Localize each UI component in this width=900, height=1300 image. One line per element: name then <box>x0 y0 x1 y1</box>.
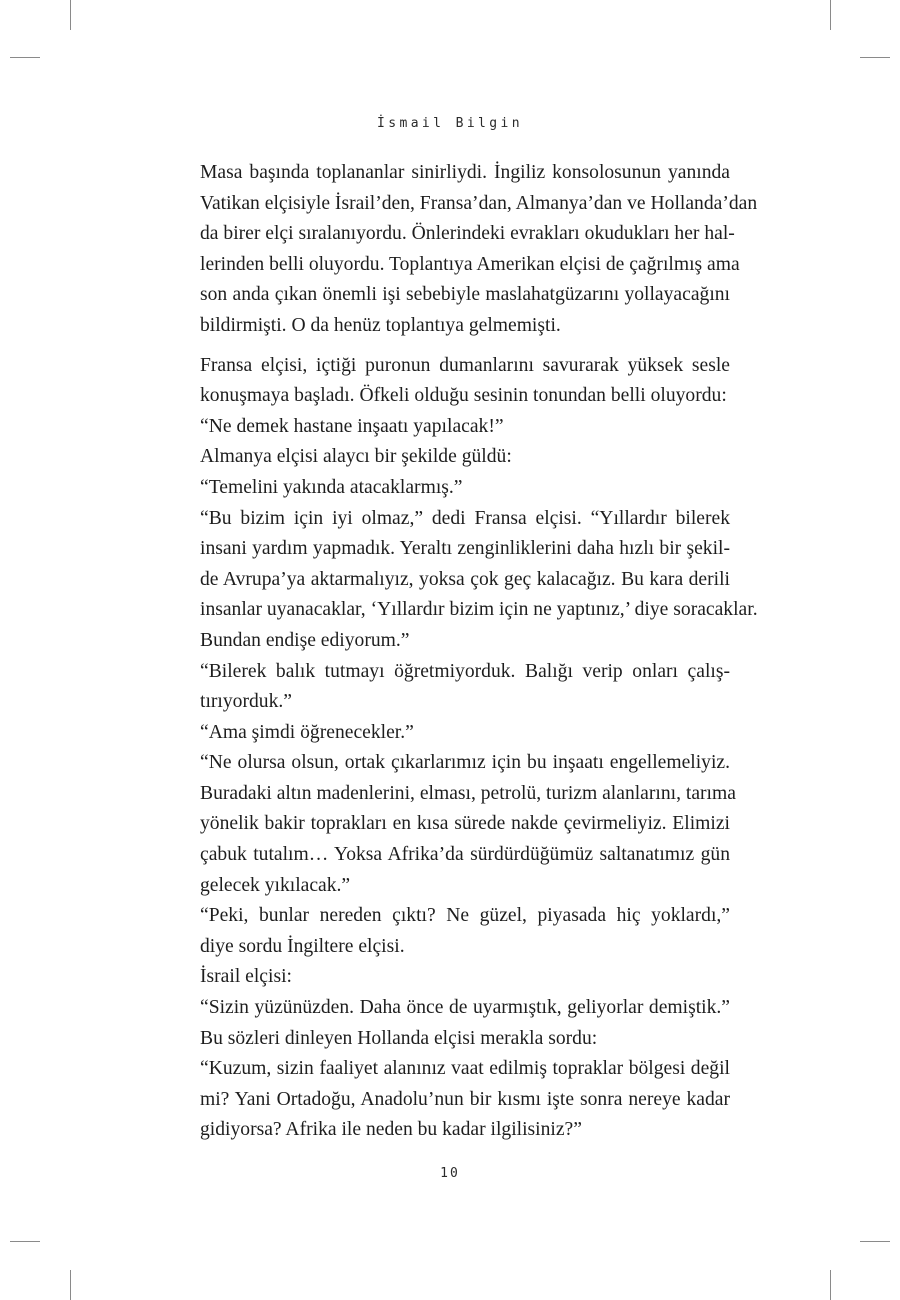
paragraph <box>172 504 758 657</box>
text-line: yönelik bakir toprakları en kısa sürede nakde çevirmeliyiz. Elimizi <box>200 813 730 835</box>
text-line: “Ama şimdi öğrenecekler.” <box>200 721 414 743</box>
text-line: Fransa elçisi, içtiği puronun dumanlarını savurarak yüksek sesle <box>200 354 730 376</box>
paragraph <box>172 718 730 749</box>
crop-mark <box>10 57 40 58</box>
crop-mark <box>830 0 831 30</box>
paragraph <box>172 901 730 962</box>
text-line: Vatikan elçisiyle İsrail’den, Fransa’dan, Almanya’dan ve Hollanda’dan <box>200 192 758 214</box>
paragraph <box>172 962 730 993</box>
text-line: insanlar uyanacaklar, ‘Yıllardır bizim için ne yaptınız,’ diye soracaklar. <box>200 599 758 621</box>
paragraph <box>172 1054 730 1146</box>
text-line: mi? Yani Ortadoğu, Anadolu’nun bir kısmı işte sonra nereye kadar <box>200 1088 730 1110</box>
crop-mark <box>860 57 890 58</box>
page-number: 10 <box>440 1166 460 1181</box>
text-line: Almanya elçisi alaycı bir şekilde güldü: <box>200 446 512 468</box>
paragraph <box>172 158 758 342</box>
text-line: “Bu bizim için iyi olmaz,” dedi Fransa elçisi. “Yıllardır bilerek <box>200 507 730 529</box>
text-line: son anda çıkan önemli işi sebebiyle maslahatgüzarını yollayacağını <box>200 284 730 306</box>
crop-mark <box>70 1270 71 1300</box>
paragraph <box>172 657 730 718</box>
text-line: çabuk tutalım… Yoksa Afrika’da sürdürdüğümüz saltanatımız gün <box>200 844 730 866</box>
text-line: insani yardım yapmadık. Yeraltı zenginliklerini daha hızlı bir şekil- <box>200 538 730 560</box>
crop-mark <box>830 1270 831 1300</box>
running-header-author: İsmail Bilgin <box>377 116 523 131</box>
body-text <box>172 158 758 1146</box>
text-line: Bu sözleri dinleyen Hollanda elçisi merakla sordu: <box>200 1027 598 1049</box>
text-line: da birer elçi sıralanıyordu. Önlerindeki evrakları okudukları her hal- <box>200 223 735 245</box>
text-line: de Avrupa’ya aktarmalıyız, yoksa çok geç kalacağız. Bu kara derili <box>200 568 730 590</box>
crop-mark <box>860 1241 890 1242</box>
paragraph <box>172 351 730 412</box>
paragraph <box>172 748 736 901</box>
text-line: diye sordu İngiltere elçisi. <box>200 935 405 957</box>
text-line: konuşmaya başladı. Öfkeli olduğu sesinin tonundan belli oluyordu: <box>200 385 727 407</box>
text-line: Masa başında toplananlar sinirliydi. İngiliz konsolosunun yanında <box>200 162 730 183</box>
text-line: gidiyorsa? Afrika ile neden bu kadar ilgilisiniz?” <box>200 1119 582 1141</box>
text-line: gelecek yıkılacak.” <box>200 874 351 896</box>
text-line: “Ne olursa olsun, ortak çıkarlarımız için bu inşaatı engellemeliyiz. <box>200 752 730 774</box>
paragraph <box>172 442 730 473</box>
text-line: “Ne demek hastane inşaatı yapılacak!” <box>200 415 504 437</box>
text-line: “Temelini yakında atacaklarmış.” <box>200 476 463 498</box>
text-line: “Sizin yüzünüzden. Daha önce de uyarmıştık, geliyorlar demiştik.” <box>200 997 730 1019</box>
crop-mark <box>10 1241 40 1242</box>
text-line: İsrail elçisi: <box>200 966 292 988</box>
text-line: “Peki, bunlar nereden çıktı? Ne güzel, piyasada hiç yoklardı,” <box>200 905 730 927</box>
text-line: bildirmişti. O da henüz toplantıya gelmemişti. <box>200 314 561 336</box>
paragraph <box>172 993 730 1054</box>
text-line: lerinden belli oluyordu. Toplantıya Amerikan elçisi de çağrılmış ama <box>200 253 740 275</box>
text-line: Buradaki altın madenlerini, elması, petrolü, turizm alanlarını, tarıma <box>200 782 736 804</box>
text-line: “Kuzum, sizin faaliyet alanınız vaat edilmiş topraklar bölgesi değil <box>200 1058 730 1080</box>
text-line: “Bilerek balık tutmayı öğretmiyorduk. Balığı verip onları çalış- <box>200 660 730 682</box>
text-line: Bundan endişe ediyorum.” <box>200 629 410 651</box>
crop-mark <box>70 0 71 30</box>
paragraph <box>172 412 730 443</box>
text-line: tırıyorduk.” <box>200 691 292 713</box>
paragraph <box>172 473 730 504</box>
